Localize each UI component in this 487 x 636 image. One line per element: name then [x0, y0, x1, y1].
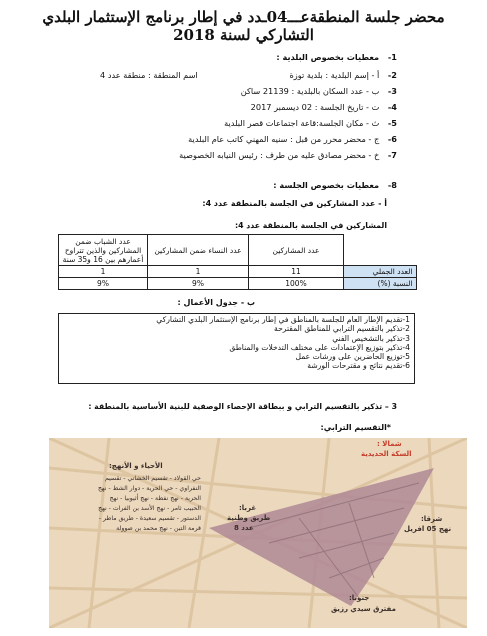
legend-line: قرمة التين - نهج محمد بن صوولة: [116, 525, 201, 532]
agenda-item: 6-تقديم نتائج و مقترحات الورشة: [307, 361, 410, 371]
table-cell: 1: [148, 266, 249, 278]
item-num: 3-: [387, 86, 397, 96]
agenda-heading: ب - جدول الأعمال :: [177, 298, 255, 307]
item-municipality: [289, 70, 397, 80]
row-pct-label: النسبة (%): [344, 278, 417, 290]
agenda-item: 5-توزيع الحاضرين على ورشات عمل: [295, 352, 410, 362]
item-population: [241, 86, 397, 96]
north-desc: السكة الحديدية: [361, 450, 412, 458]
agenda-item: 1-تقديم الإطار العام للجلسة بالمناطق في إطار برنامج الإستثمار البلدي التشاركي: [156, 315, 410, 324]
agenda-item: 4-تذكير بتوزيع الإعتمادات على مختلف التدخلات والمناطق: [229, 342, 410, 352]
zone-name: اسم المنطقة : منطقة عدد 4: [100, 70, 198, 80]
west-desc: طريق وطنية: [227, 514, 271, 522]
table-header-row: [59, 235, 417, 266]
section-8-num: 8-: [387, 180, 397, 190]
header-women: عدد النساء ضمن المشاركين: [148, 235, 249, 266]
page-title: محضر جلسة المنطقةعـــ04ـدد في إطار برنامج الإستثمار البلدي: [42, 8, 445, 26]
legend-line: الدستور - تقسيم سعيدة - طريق ماطر -: [98, 515, 201, 522]
legend-list: [55, 474, 201, 534]
item-text: ت - تاريخ الجلسة : 02 ديسمبر 2017: [250, 102, 380, 112]
item-text: أ - إسم البلدية : بلدية توزة: [289, 70, 380, 80]
map-heading: *التقسيم الترابي:: [320, 423, 391, 432]
item-num: 6-: [387, 134, 397, 144]
participants-heading: أ - عدد المشاركين في الجلسة بالمنطقة عدد 4:: [202, 199, 387, 208]
agenda-box: [58, 313, 415, 384]
section-8-label: معطيات بخصوص الجلسة :: [273, 180, 380, 190]
west-num: عدد 8: [234, 524, 254, 532]
header-participants: عدد المشاركين: [249, 235, 344, 266]
row-total-label: العدد الجملي: [344, 266, 417, 278]
item-author: [188, 134, 397, 144]
participants-subheading: المشاركين في الجلسة بالمنطقة عدد 4:: [234, 221, 387, 230]
section-1: [276, 52, 397, 62]
table-cell: 9%: [148, 278, 249, 290]
legend-line: النفراوي - حي الحرية - دوار الشط - نهج: [97, 485, 201, 492]
east-label: شرقا:: [421, 515, 443, 523]
south-desc: مفترق سيدي رزيق: [331, 605, 396, 613]
table-cell: 1: [59, 266, 148, 278]
page-subtitle: التشاركي لسنة 2018: [173, 26, 314, 44]
section-3-heading: 3 – تذكير بالتقسيم الترابي و ببطاقة الإحصاء الوصفية للبنية الأساسية بالمنطقة :: [88, 402, 397, 411]
agenda-item: 3-تذكير بالتشخيص الفني: [332, 333, 410, 343]
header-youth: عدد الشباب ضمن المشاركين والذين تتراوح أعمارهم بين 16 و35 سنة: [59, 235, 148, 266]
legend-line: حي القولاد - تقسيم الخشاني - تقسيم: [104, 475, 201, 482]
south-label: جنوبا:: [349, 594, 370, 602]
zoning-map: [49, 438, 467, 628]
item-text: ج - محضر محرر من قبل : سنيه المهني كاتب عام البلدية: [188, 134, 380, 144]
item-num: 2-: [387, 70, 397, 80]
item-num: 5-: [387, 118, 397, 128]
table-cell: 100%: [249, 278, 344, 290]
item-text: ث - مكان الجلسة:قاعة اجتماعات قصر البلدية: [224, 118, 380, 128]
agenda-item: 2-تذكير بالتقسيم الترابي للمناطق المقترحة: [274, 324, 410, 334]
table-row: [59, 278, 417, 290]
table-cell: 9%: [59, 278, 148, 290]
legend-line: الحرية - نهج نفطة - نهج أثيوبيا - نهج: [109, 495, 201, 502]
east-desc: نهج 05 افريل: [404, 525, 452, 533]
participants-table: [58, 234, 417, 290]
table-cell: 11: [249, 266, 344, 278]
item-num: 7-: [387, 150, 397, 160]
legend-line: الحبيب ثامر - نهج الأسد بن الفرات - نهج: [98, 505, 201, 512]
section-8: [273, 180, 397, 190]
item-date: [251, 102, 397, 112]
west-label: غربا:: [239, 504, 257, 512]
item-place: [224, 118, 397, 128]
section-1-label: معطيات بخصوص البلدية :: [276, 52, 380, 62]
item-text: ب - عدد السكان بالبلدية : 21139 ساكن: [240, 86, 380, 96]
legend-title: الأحياء و الأنهج:: [109, 462, 163, 470]
item-approver: [179, 150, 397, 160]
north-label: شمالا :: [377, 440, 402, 448]
section-1-num: 1-: [387, 52, 397, 62]
item-num: 4-: [387, 102, 397, 112]
item-text: خ - محضر مصادق عليه من طرف : رئيس النيابه الخصوصية: [179, 150, 380, 160]
table-row: [59, 266, 417, 278]
